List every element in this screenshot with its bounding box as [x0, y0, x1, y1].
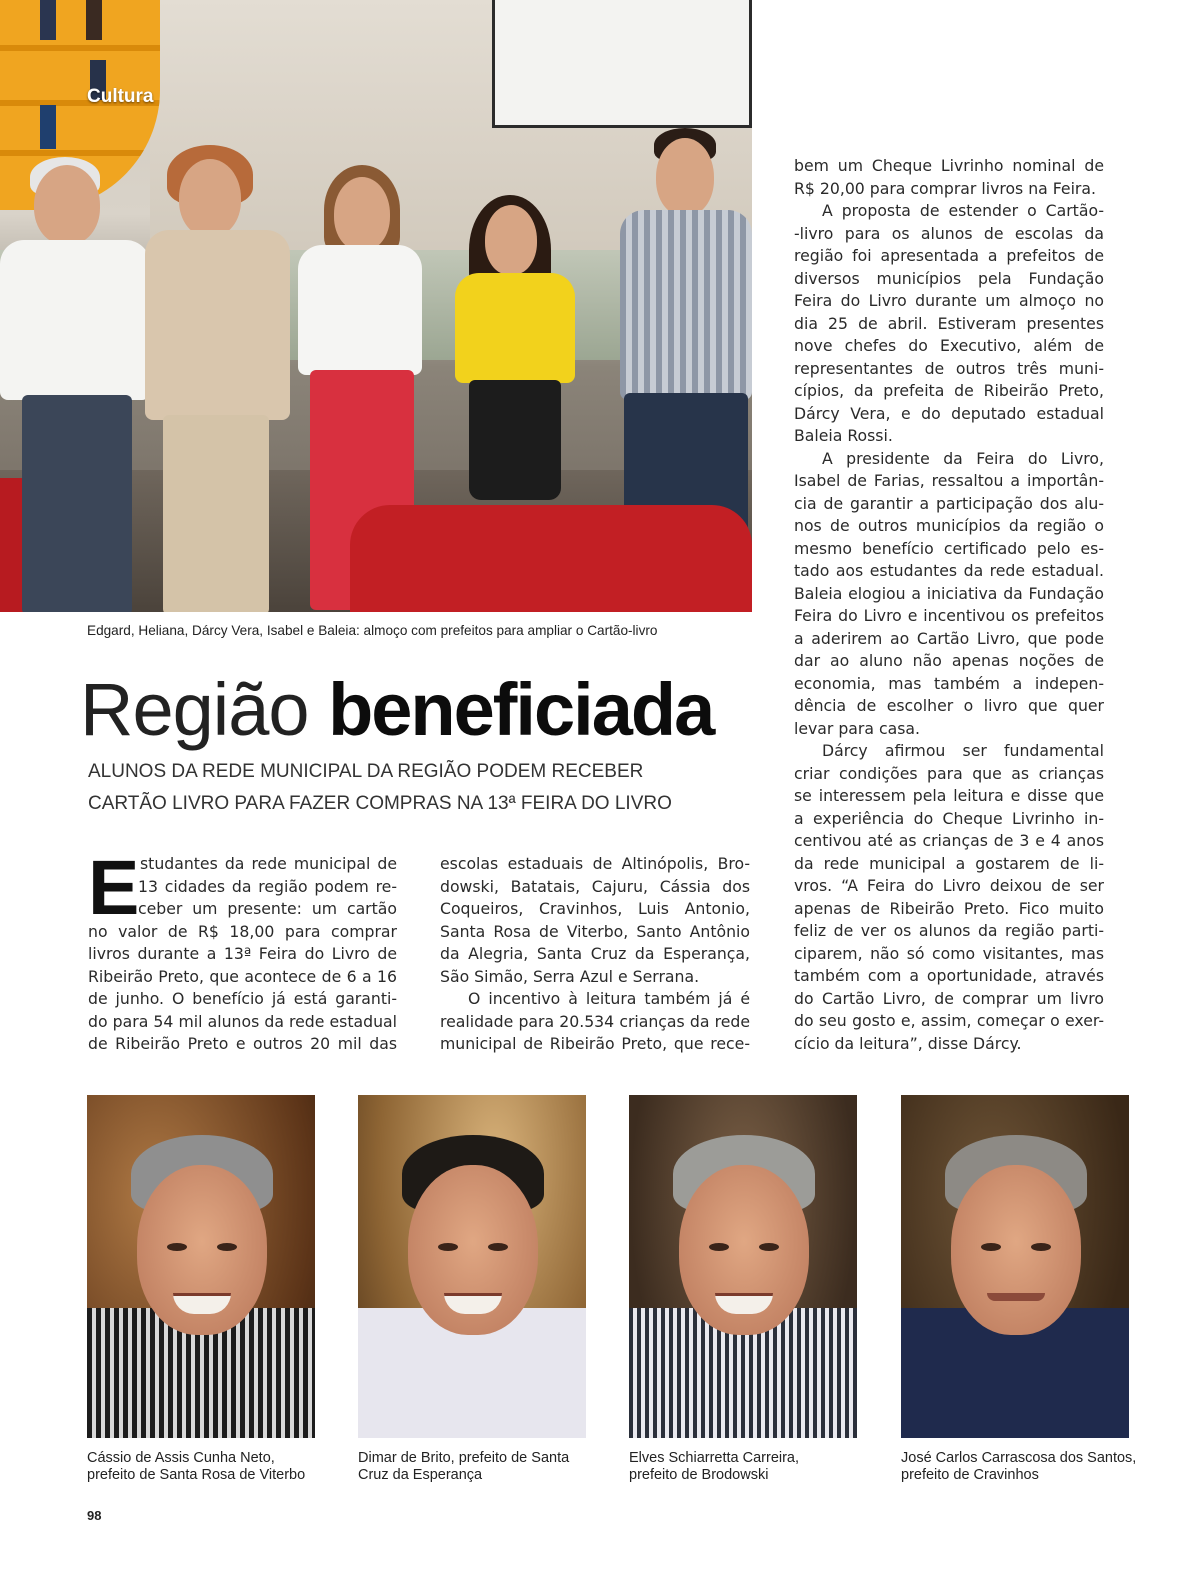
photo-sofa-red [350, 505, 752, 612]
body-line: -livro para os alunos de escolas da [794, 223, 1104, 243]
body-line: bem um Cheque Livrinho nominal de [794, 156, 1104, 175]
caption-line: Dimar de Brito, prefeito de Santa [358, 1450, 570, 1466]
portrait-jose-carlos [901, 1095, 1129, 1438]
body-line: se interessem pela leitura e disse que [794, 786, 1104, 805]
caption-line: Cruz da Esperança [358, 1467, 483, 1483]
portrait-dimar [358, 1095, 586, 1438]
body-line: do seu gosto e, assim, começar o exer- [794, 1011, 1104, 1030]
body-line: nos de outros municípios da região o [794, 516, 1104, 535]
body-line: livros durante a 13ª Feira do Livro de [88, 944, 397, 963]
body-line: Dárcy afirmou ser fundamental [822, 741, 1104, 760]
person-heliana [145, 145, 295, 612]
body-line: também com a oportunidade, através [794, 966, 1104, 985]
body-column-1 [88, 845, 397, 1056]
body-line: A proposta de estender o Cartão- [822, 201, 1104, 220]
body-line: Feira do Livro durante um almoço no [794, 291, 1104, 310]
body-line: Isabel de Farias, ressaltou a importân- [794, 471, 1104, 490]
body-line: a experiência do Cheque Livrinho in- [794, 808, 1104, 828]
caption-line: prefeito de Santa Rosa de Viterbo [87, 1467, 306, 1483]
body-line: dência de escolher o livro que quer [794, 696, 1104, 715]
body-line: R$ 20,00 para comprar livros na Feira. [794, 178, 1096, 198]
body-line: mesmo benefício certificado pelo es- [794, 538, 1104, 558]
article-headline [80, 660, 770, 760]
body-line: dia 25 de abril. Estiveram presentes [794, 313, 1104, 333]
body-line: representantes de outros três muni- [794, 358, 1104, 378]
headline-bold-word: beneficiada [328, 668, 714, 751]
caption-line: Cássio de Assis Cunha Neto, [87, 1450, 275, 1466]
body-line: criar condições para que as crianças [794, 763, 1104, 783]
body-column-3 [794, 155, 1104, 1055]
body-line: cípios, da prefeita de Ribeirão Preto, [794, 381, 1104, 400]
body-line: levar para casa. [794, 718, 920, 738]
body-line: economia, mas também a indepen- [794, 673, 1104, 693]
body-line: de Ribeirão Preto e outros 20 mil das [88, 1034, 397, 1053]
body-line: no valor de R$ 18,00 para comprar [88, 921, 397, 941]
body-line: da rede municipal a gostarem de li- [794, 853, 1104, 873]
portrait-caption-jose-carlos [901, 1450, 1151, 1484]
photo-projection-screen [492, 0, 752, 128]
portrait-caption-dimar [358, 1450, 608, 1484]
body-line: realidade para 20.534 crianças da rede [440, 1011, 750, 1031]
portrait-cassio [87, 1095, 315, 1438]
body-line: apenas de Ribeirão Preto. Fico muito [794, 898, 1104, 918]
headline-light-word: Região [80, 668, 309, 751]
body-line: do Cartão Livro, de comprar um livro [794, 988, 1104, 1008]
photo-caption: Edgard, Heliana, Dárcy Vera, Isabel e Baleia: almoço com prefeitos para ampliar o Cartão-livro [87, 623, 658, 638]
body-line: A presidente da Feira do Livro, [822, 448, 1104, 468]
subheadline-line-2: CARTÃO LIVRO PARA FAZER COMPRAS NA 13ª FEIRA DO LIVRO [88, 793, 672, 814]
body-line: tado aos estudantes da rede estadual. [794, 561, 1104, 580]
portrait-caption-cassio [87, 1450, 337, 1484]
drop-cap: E [88, 845, 140, 931]
caption-line: José Carlos Carrascosa dos Santos, [901, 1450, 1137, 1466]
page-number: 98 [87, 1508, 102, 1523]
body-line: Dárcy Vera, e do deputado estadual [794, 403, 1104, 423]
body-line: studantes da rede municipal de [140, 854, 397, 873]
person-baleia [620, 128, 752, 568]
person-isabel [455, 195, 580, 515]
portrait-caption-elves [629, 1450, 879, 1484]
subheadline-line-1: ALUNOS DA REDE MUNICIPAL DA REGIÃO PODEM RECEBER [88, 761, 644, 782]
body-line: do para 54 mil alunos da rede estadual [88, 1011, 397, 1031]
body-line: cia de garantir a participação dos alu- [794, 493, 1104, 513]
caption-line: prefeito de Brodowski [629, 1467, 769, 1483]
body-line: dowski, Batatais, Cajuru, Cássia dos [440, 876, 750, 896]
body-line: Coqueiros, Cravinhos, Luis Antonio, [440, 899, 750, 918]
body-line: 13 cidades da região podem re- [138, 876, 397, 896]
caption-line: prefeito de Cravinhos [901, 1467, 1039, 1483]
body-line: vros. “A Feira do Livro deixou de ser [794, 876, 1104, 895]
body-line: nove chefes do Executivo, além de [794, 336, 1104, 355]
body-line: região foi apresentada a prefeitos de [794, 246, 1104, 265]
body-line: São Simão, Serra Azul e Serrana. [440, 966, 700, 986]
body-line: dar ao aluno não apenas noções de [794, 651, 1104, 670]
body-line: cício da leitura”, disse Dárcy. [794, 1033, 1022, 1053]
portrait-elves [629, 1095, 857, 1438]
caption-line: Elves Schiarretta Carreira, [629, 1450, 800, 1466]
body-line: O incentivo à leitura também já é [468, 989, 750, 1008]
body-line: centivou até as crianças de 3 e 4 anos [794, 831, 1104, 850]
body-line: Baleia elogiou a iniciativa da Fundação [794, 583, 1104, 603]
body-line: diversos municípios pela Fundação [794, 268, 1104, 288]
section-label: Cultura [87, 86, 154, 107]
body-line: Santa Rosa de Viterbo, Santo Antônio [440, 921, 750, 941]
body-line: Ribeirão Preto, que acontece de 6 a 16 [88, 966, 397, 986]
body-line: ceber um presente: um cartão [138, 899, 397, 918]
body-line: Feira do Livro e incentivou os prefeitos [794, 606, 1104, 625]
person-edgard [0, 155, 160, 612]
body-line: de junho. O benefício já está garanti- [88, 989, 397, 1008]
body-line: Baleia Rossi. [794, 426, 893, 445]
body-column-2 [440, 853, 750, 1056]
body-line: da Alegria, Santa Cruz da Esperança, [440, 944, 750, 963]
body-line: a aderirem ao Cartão Livro, que pode [794, 628, 1104, 648]
body-line: ciparem, não só como visitantes, mas [794, 943, 1104, 963]
body-line: municipal de Ribeirão Preto, que rece- [440, 1034, 750, 1053]
body-line: escolas estaduais de Altinópolis, Bro- [440, 854, 750, 873]
body-line: feliz de ver os alunos da região parti- [794, 921, 1104, 940]
